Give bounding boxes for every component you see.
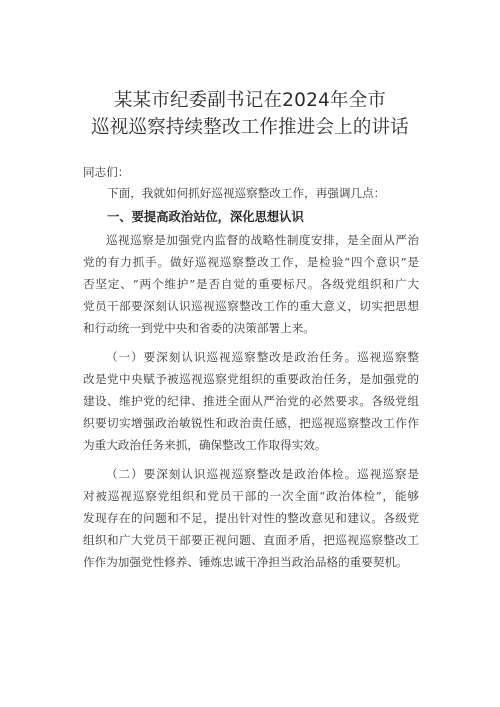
paragraph-line: 党的有力抓手。做好巡视巡察整改工作，是检验“四个意识”是 (83, 255, 419, 269)
paragraph-line: 发现存在的问题和不足，提出针对性的整改意见和建议。各级党 (83, 511, 419, 525)
paragraph-line: 作作为加强党性修养、锤炼忠诚干净担当政治品格的重要契机。 (83, 555, 408, 569)
paragraph-1 (83, 229, 419, 339)
paragraph-line: 建设、维护党的纪律、推进全面从严治党的必然要求。各级党组 (83, 394, 419, 408)
paragraph-2 (83, 346, 419, 456)
paragraph-line: （二）要深刻认识巡视巡察整改是政治体检。巡视巡察是 (106, 467, 419, 481)
paragraph-line: 党员干部要深刻认识巡视巡察整改工作的重大意义，切实把思想 (83, 299, 419, 313)
paragraph-line: 为重大政治任务来抓，确保整改工作取得实效。 (83, 438, 327, 452)
document-title-line-2: 巡视巡察持续整改工作推进会上的讲话 (91, 117, 409, 138)
paragraph-line: 对被巡视巡察党组织和党员干部的一次全面“政治体检”，能够 (83, 489, 419, 503)
paragraph-line: 巡视巡察是加强党内监督的战略性制度安排，是全面从严治 (106, 233, 419, 247)
salutation: 同志们： (83, 165, 130, 179)
paragraph-line: 和行动统一到党中央和省委的决策部署上来。 (83, 321, 315, 335)
paragraph-line: 否坚定、“两个维护”是否自觉的重要标尺。各级党组织和广大 (83, 277, 419, 291)
paragraph-line: 组织和广大党员干部要正视问题、直面矛盾，把巡视巡察整改工 (83, 533, 419, 547)
document-title-line-1: 某某市纪委副书记在2024年全市 (113, 90, 387, 111)
paragraph-3 (83, 463, 419, 573)
section-heading-1: 一、要提高政治站位，深化思想认识 (107, 210, 304, 224)
paragraph-line: 改是党中央赋予被巡视巡察党组织的重要政治任务，是加强党的 (83, 372, 419, 386)
intro-paragraph: 下面，我就如何抓好巡视巡察整改工作，再强调几点： (107, 186, 386, 200)
paragraph-line: （一）要深刻认识巡视巡察整改是政治任务。巡视巡察整 (106, 350, 419, 364)
paragraph-line: 织要切实增强政治敏锐性和政治责任感，把巡视巡察整改工作作 (83, 416, 419, 430)
